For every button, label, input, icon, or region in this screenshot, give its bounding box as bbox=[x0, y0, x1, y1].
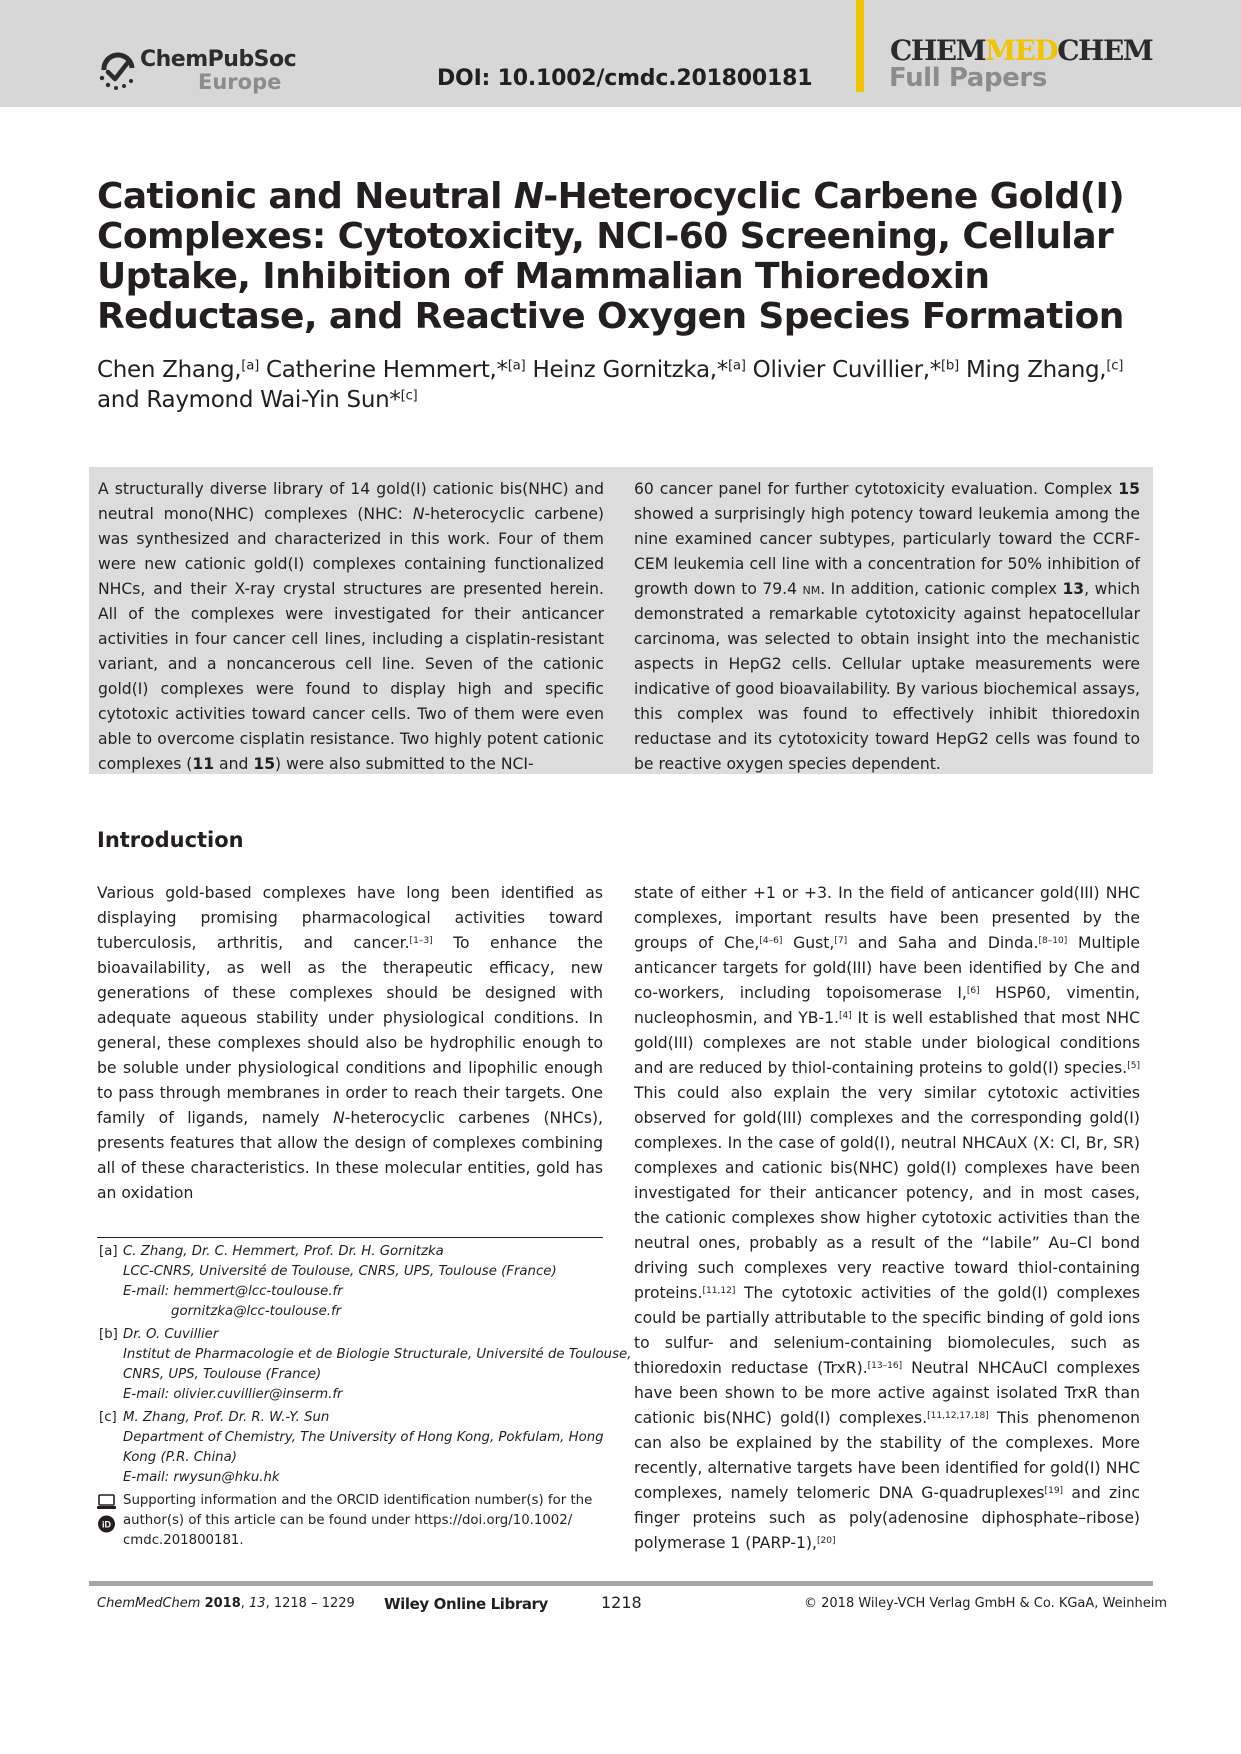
title-italic: N bbox=[513, 176, 544, 217]
supporting-info-line[interactable]: author(s) of this article can be found under https://doi.org/10.1002/ bbox=[123, 1513, 573, 1528]
abstract-text: and bbox=[214, 755, 254, 773]
body-text: -heterocyclic carbenes (NHCs), presents features that allow the design of complexes combining all of these characteristics. In these molecular entities, gold has an oxidation bbox=[97, 1109, 603, 1202]
author-affiliation[interactable]: [a] bbox=[727, 358, 746, 374]
body-text: and Saha and Dinda. bbox=[847, 934, 1039, 952]
compound-number: 15 bbox=[253, 755, 276, 773]
footer-pages: , 1218 – 1229 bbox=[265, 1596, 355, 1611]
citation-link[interactable]: [5] bbox=[1127, 1060, 1140, 1071]
affiliation-names: Dr. O. Cuvillier bbox=[123, 1327, 219, 1342]
affiliation-tag: [a] bbox=[99, 1244, 118, 1259]
author: Olivier Cuvillier,* bbox=[745, 357, 941, 383]
affiliation-c bbox=[97, 1408, 603, 1488]
affiliation-email[interactable]: E-mail: rwysun@hku.hk bbox=[123, 1470, 280, 1485]
abstract-text: ) were also submitted to the NCI- bbox=[275, 755, 534, 773]
abstract bbox=[89, 467, 1153, 774]
author: Heinz Gornitzka,* bbox=[525, 357, 728, 383]
body-text: This could also explain the very similar cytotoxic activities observed for gold(III) complexes and the corresponding gold(I) complexes. In the case of gold(I), neutral NHCAuX (X: Cl, Br, SR) complexes and cationic bis(NHC) gold(I) complexes have been investigated for their anticancer potency, and in most cases, the cationic complexes show higher cytotoxic activities than the neutral ones, probably as a result of the “labile” Au–Cl bond driving such complexes very reactive toward thiol-containing proteins. bbox=[634, 1084, 1140, 1302]
citation-link[interactable]: [4–6] bbox=[759, 935, 783, 946]
svg-text:iD: iD bbox=[102, 1519, 111, 1530]
author-affiliation[interactable]: [a] bbox=[241, 358, 259, 374]
orcid-icon[interactable] bbox=[98, 1516, 115, 1533]
journal-name-part3: CHEM bbox=[1057, 34, 1153, 67]
computer-icon bbox=[97, 1495, 116, 1509]
footer-year: 2018 bbox=[204, 1596, 241, 1611]
footer-citation: ChemMedChem 2018, 13, 1218 – 1229 bbox=[97, 1596, 355, 1611]
journal-name-part1: CHEM bbox=[890, 34, 986, 67]
logo-name: ChemPubSoc bbox=[140, 47, 297, 72]
body-text: To enhance the bioavailability, as well as the therapeutic efficacy, new generations of these complexes should be designed with adequate aqueous stability under physiological conditions. In general, these complexes should also be hydrophilic enough to be soluble under physiological conditions and lipophilic enough to pass through membranes in order to reach their targets. One family of ligands, namely bbox=[97, 934, 604, 1127]
affiliation-line: Institut de Pharmacologie et de Biologie Structurale, Université de Toulouse, bbox=[123, 1347, 632, 1362]
logo-subtitle: Europe bbox=[198, 70, 282, 94]
citation-link[interactable]: [1–3] bbox=[409, 935, 433, 946]
affiliation-names: C. Zhang, Dr. C. Hemmert, Prof. Dr. H. Gornitzka bbox=[123, 1244, 444, 1259]
footer-volume: 13 bbox=[249, 1596, 266, 1611]
affiliations bbox=[97, 1242, 632, 1551]
author-affiliation[interactable]: [c] bbox=[1106, 358, 1124, 374]
title-part2: -Heterocyclic Carbene Gold(I) Complexes: Cytotoxicity, NCI-60 Screening, Cellular Uptake, Inhibition of Mammalian Thioredoxin Reductase, and Reactive Oxygen Species Formation bbox=[97, 176, 1125, 337]
abstract-text: showed a surprisingly high potency toward leukemia among the nine examined cancer subtypes, particularly toward the CCRF-CEM leukemia cell line with a concentration for 50% inhibition of growth down to 79.4 bbox=[634, 505, 1140, 598]
copyright-notice: © 2018 Wiley-VCH Verlag GmbH & Co. KGaA, Weinheim bbox=[804, 1596, 1168, 1611]
affiliation-line: LCC-CNRS, Université de Toulouse, CNRS, UPS, Toulouse (France) bbox=[123, 1264, 557, 1279]
author-list bbox=[97, 355, 1177, 415]
abstract-text: 60 cancer panel for further cytotoxicity evaluation. Complex bbox=[634, 480, 1119, 498]
affiliation-tag: [b] bbox=[99, 1327, 118, 1342]
supporting-info-line[interactable]: cmdc.201800181. bbox=[123, 1533, 244, 1548]
affiliation-email[interactable]: E-mail: hemmert@lcc-toulouse.fr bbox=[123, 1284, 343, 1299]
citation-link[interactable]: [11,12,17,18] bbox=[927, 1410, 989, 1421]
body-text-italic: N bbox=[333, 1109, 345, 1127]
wiley-online-library-link[interactable]: Wiley Online Library bbox=[384, 1595, 548, 1613]
body-text: This phenomenon can also be explained by the stability of the complexes. More recently, alternative targets have been identified for gold(I) NHC complexes, namely telomeric DNA G-quadruplexes bbox=[634, 1409, 1141, 1502]
abstract-text: A structurally diverse library of 14 gold(I) cationic bis(NHC) and neutral mono(NHC) complexes (NHC: bbox=[98, 480, 604, 523]
affiliation-a bbox=[97, 1242, 603, 1322]
intro-left-column bbox=[97, 881, 603, 1206]
body-text: HSP60, vimentin, nucleophosmin, and YB-1. bbox=[634, 984, 1140, 1027]
affiliation-line: CNRS, UPS, Toulouse (France) bbox=[123, 1367, 322, 1382]
compound-number: 13 bbox=[1062, 580, 1085, 598]
author-affiliation[interactable]: [c] bbox=[400, 388, 418, 404]
body-text: The cytotoxic activities of the gold(I) complexes could be partially attributable to the specific binding of gold ions to sulfur- and selenium-containing biomolecules, such as thioredoxin reductase (TrxR). bbox=[634, 1284, 1140, 1377]
chempubsoc-logo bbox=[96, 42, 297, 94]
author-affiliation[interactable]: [b] bbox=[941, 358, 959, 374]
affiliation-email[interactable]: E-mail: olivier.cuvillier@inserm.fr bbox=[123, 1387, 343, 1402]
author: Ming Zhang, bbox=[958, 357, 1107, 383]
compound-number: 15 bbox=[1118, 480, 1140, 498]
abstract-right-column bbox=[634, 477, 1140, 777]
section-label: Full Papers bbox=[889, 63, 1047, 93]
citation-link[interactable]: [8–10] bbox=[1038, 935, 1068, 946]
abstract-text: -heterocyclic carbene) was synthesized and characterized in this work. Four of them were new cationic gold(I) complexes containing functionalized NHCs, and their X-ray crystal structures are presented herein. All of the complexes were investigated for their anticancer activities in four cancer cell lines, including a cisplatin-resistant variant, and a noncancerous cell line. Seven of the cationic gold(I) complexes were found to display high and specific cytotoxic activities toward cancer cells. Two of them were even able to overcome cisplatin resistance. Two highly potent cationic complexes ( bbox=[98, 505, 605, 773]
intro-right-column bbox=[634, 881, 1140, 1556]
citation-link[interactable]: [6] bbox=[966, 985, 980, 996]
affiliation-line: Kong (P.R. China) bbox=[123, 1450, 237, 1465]
citation-link[interactable]: [4] bbox=[839, 1010, 852, 1021]
body-text: Various gold-based complexes have long been identified as displaying promising pharmacological activities toward tuberculosis, arthritis, and cancer. bbox=[97, 884, 603, 952]
chempubsoc-emblem-icon bbox=[96, 46, 140, 90]
author-affiliation[interactable]: [a] bbox=[507, 358, 526, 374]
author: Chen Zhang, bbox=[97, 357, 242, 383]
affiliation-tag: [c] bbox=[99, 1410, 117, 1425]
body-text: Neutral NHCAuCl complexes have been shown to be more active against isolated TrxR than cationic bis(NHC) gold(I) complexes. bbox=[634, 1359, 1140, 1427]
citation-link[interactable]: [11,12] bbox=[702, 1285, 736, 1296]
citation-link[interactable]: [20] bbox=[816, 1535, 836, 1546]
supporting-info-line: Supporting information and the ORCID identification number(s) for the bbox=[123, 1493, 593, 1508]
affiliation-line: Department of Chemistry, The University of Hong Kong, Pokfulam, Hong bbox=[123, 1430, 604, 1445]
journal-accent-bar bbox=[856, 0, 864, 92]
author: and Raymond Wai-Yin Sun* bbox=[97, 387, 401, 413]
body-text: state of either +1 or +3. In the field of anticancer gold(III) NHC complexes, important results have been presented by the groups of Che, bbox=[634, 884, 1140, 952]
title-part1: Cationic and Neutral bbox=[97, 176, 514, 217]
affiliation-b bbox=[97, 1325, 632, 1405]
body-text: and zinc finger proteins such as poly(adenosine diphosphate–ribose) polymerase 1 (PARP-1), bbox=[634, 1484, 1141, 1552]
footer-journal: ChemMedChem bbox=[97, 1596, 201, 1611]
abstract-left-column bbox=[98, 477, 604, 777]
affiliation-email[interactable]: gornitzka@lcc-toulouse.fr bbox=[171, 1304, 342, 1319]
author: Catherine Hemmert,* bbox=[258, 357, 508, 383]
article-title bbox=[97, 177, 1177, 337]
abstract-text-italic: N bbox=[412, 505, 425, 523]
citation-link[interactable]: [7] bbox=[834, 935, 848, 946]
citation-link[interactable]: [13–16] bbox=[867, 1360, 903, 1371]
affiliations-divider bbox=[97, 1237, 603, 1238]
supporting-information-note bbox=[97, 1491, 603, 1551]
doi[interactable]: DOI: 10.1002/cmdc.201800181 bbox=[437, 66, 813, 91]
body-text: It is well established that most NHC gold(III) complexes are not stable under biological conditions and are reduced by thiol-containing proteins to gold(I) species. bbox=[634, 1009, 1140, 1077]
page-number: 1218 bbox=[601, 1593, 642, 1612]
compound-number: 11 bbox=[192, 755, 215, 773]
abstract-text: . In addition, cationic complex bbox=[820, 580, 1063, 598]
affiliation-names: M. Zhang, Prof. Dr. R. W.-Y. Sun bbox=[123, 1410, 330, 1425]
citation-link[interactable]: [19] bbox=[1044, 1485, 1064, 1496]
section-heading-introduction: Introduction bbox=[97, 828, 244, 852]
journal-name-part2: MED bbox=[985, 34, 1058, 67]
concentration-unit: nm bbox=[802, 580, 821, 598]
supporting-info-icons bbox=[97, 1494, 117, 1536]
body-text: Gust, bbox=[782, 934, 835, 952]
body-text: Multiple anticancer targets for gold(III) have been identified by Che and co-workers, including topoisomerase I, bbox=[634, 934, 1141, 1002]
abstract-text: , which demonstrated a remarkable cytotoxicity against hepatocellular carcinoma, was selected to obtain insight into the mechanistic aspects in HepG2 cells. Cellular uptake measurements were indicative of good bioavailability. By various biochemical assays, this complex was found to effectively inhibit thioredoxin reductase and its cytotoxicity toward HepG2 cells was found to be reactive oxygen species dependent. bbox=[634, 580, 1140, 773]
footer-divider bbox=[89, 1581, 1153, 1586]
